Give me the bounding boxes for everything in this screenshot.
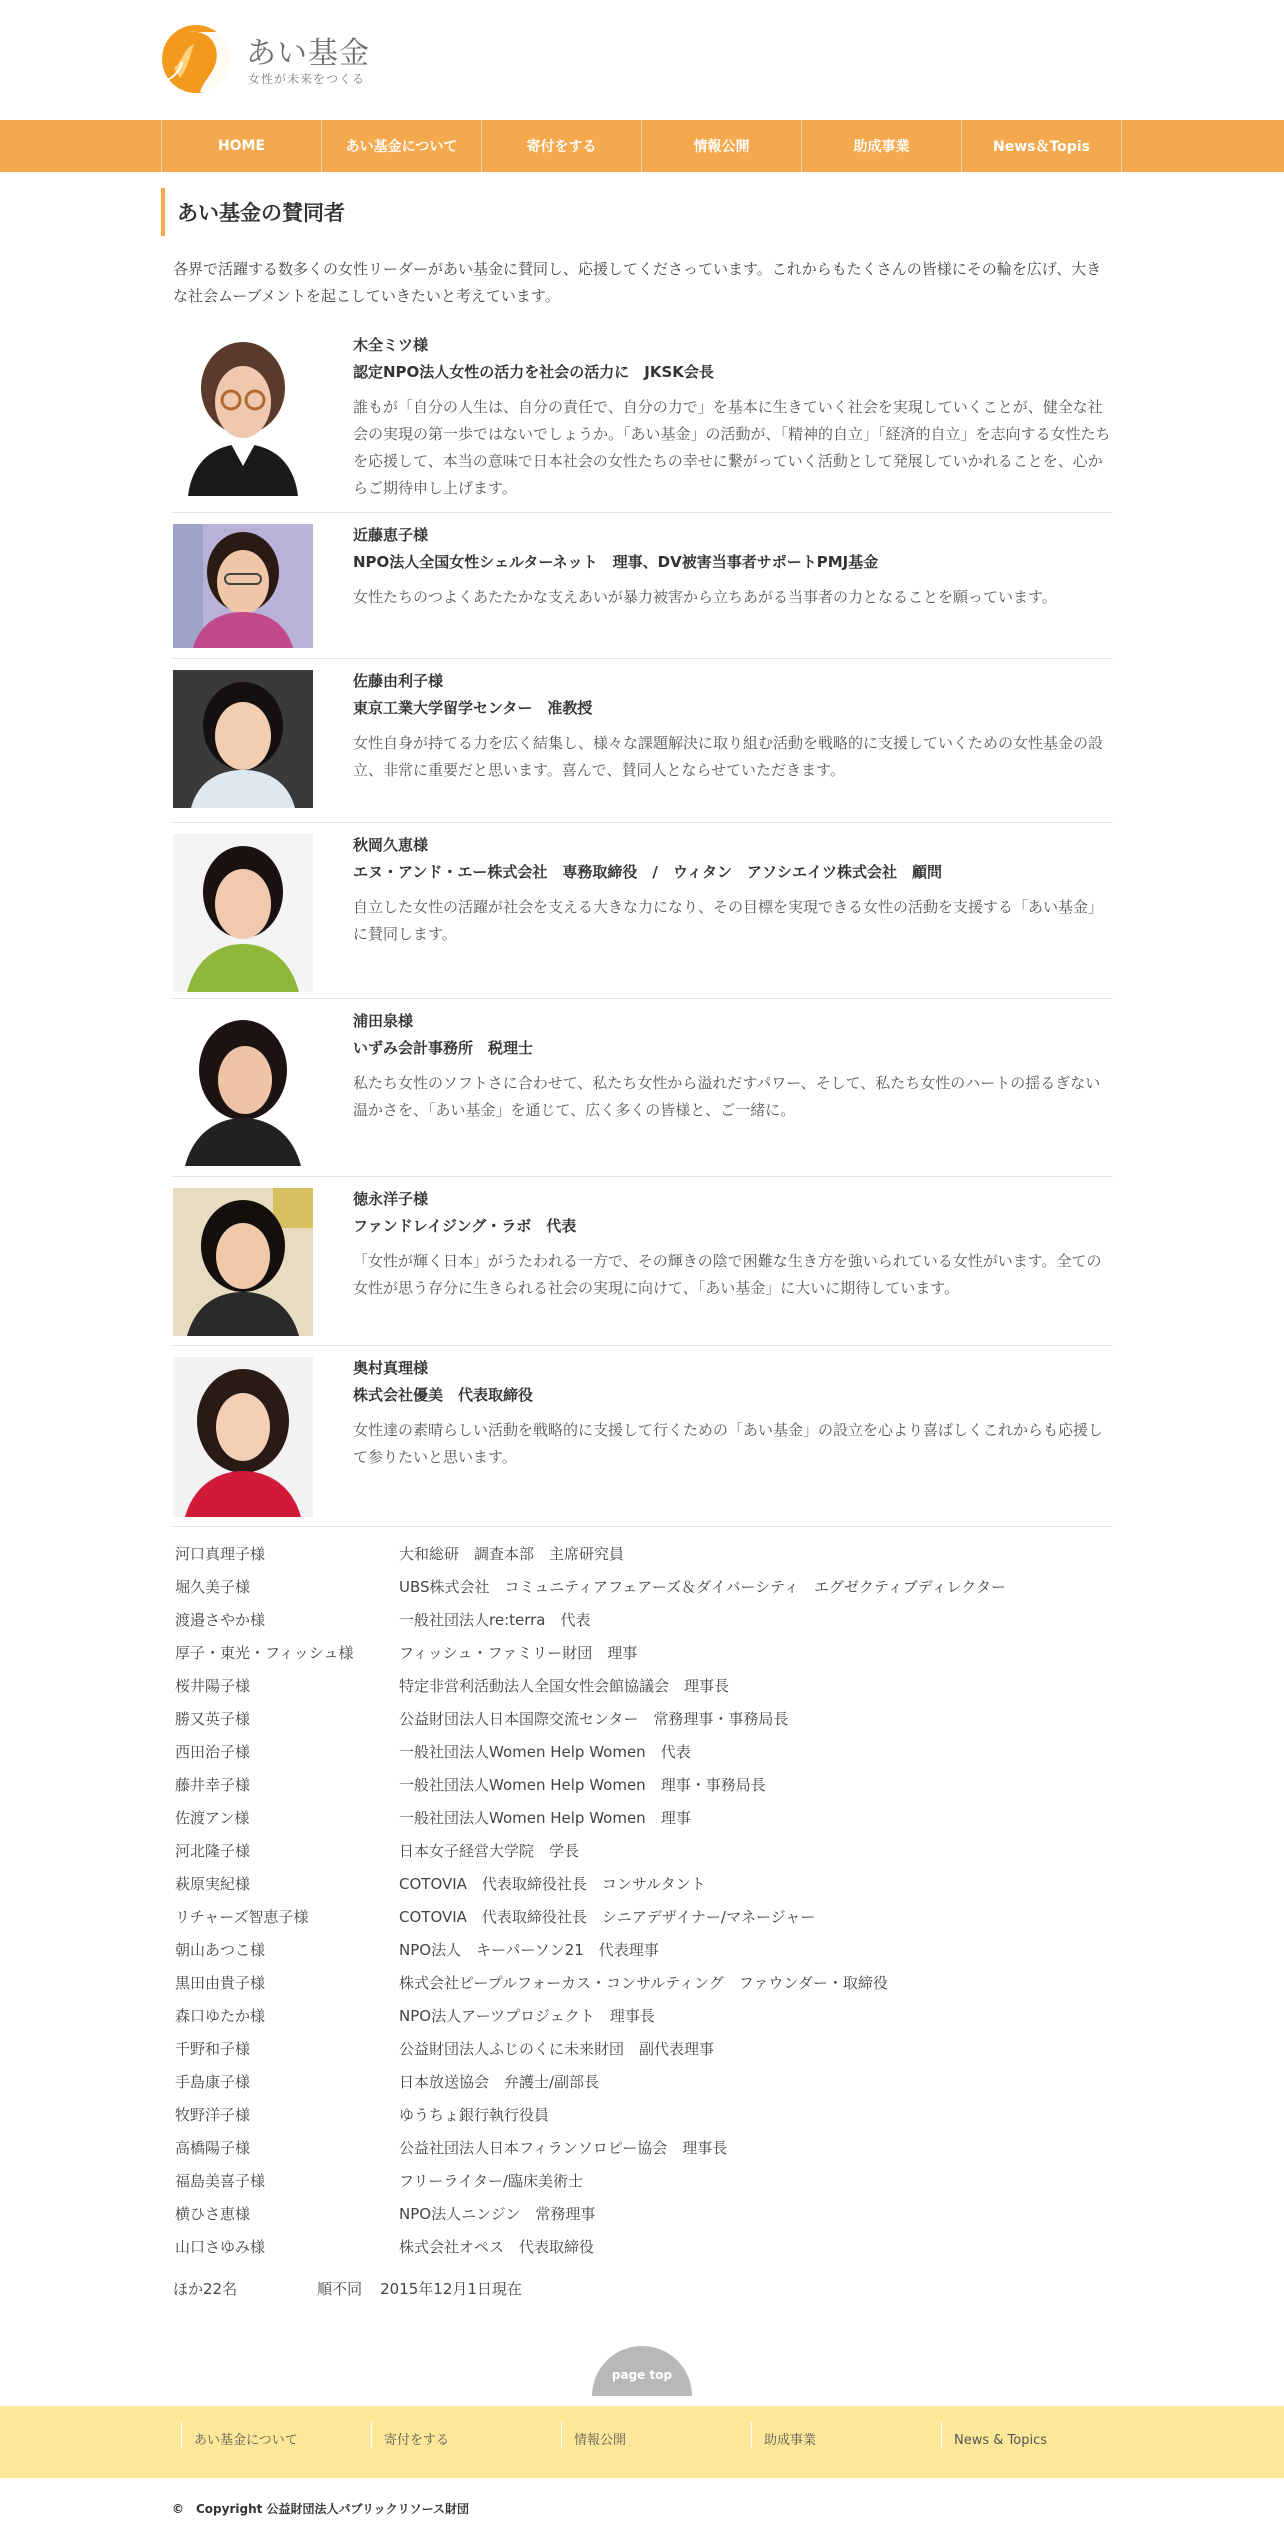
list-name: リチャーズ智恵子様 [175, 1908, 309, 1926]
supporter-name: 木全ミツ様 [353, 336, 429, 354]
list-name: 手島康子様 [175, 2073, 251, 2091]
supporter-text [353, 668, 1113, 784]
supporter-title: いずみ会計事務所 税理士 [353, 1039, 534, 1057]
list-item [175, 2131, 1115, 2164]
global-nav [0, 120, 1284, 172]
supporter-title: エヌ・アンド・エー株式会社 専務取締役 / ウィタン アソシエイツ株式会社 顧問 [353, 863, 942, 881]
list-name: 桜井陽子様 [175, 1677, 251, 1695]
supporter-message: 誰もが「自分の人生は、自分の責任で、自分の力で」を基本に生きていく社会を実現していくことが、健全な社会の実現の第一歩ではないでしょうか。「あい基金」の活動が、「精神的自立」「経済的自立」を志向する女性たちを応援して、本当の意味で日本社会の女性たちの幸せに繋がっていく活動として発展していかれることを、心からご期待申し上げます。 [353, 398, 1111, 497]
footer-nav [0, 2406, 1284, 2478]
supporter-title: NPO法人全国女性シェルターネット 理事、DV被害当事者サポートPMJ基金 [353, 553, 879, 571]
supporter-photo [173, 670, 313, 808]
supporter-text [353, 522, 1113, 611]
supporter-text [353, 332, 1113, 502]
list-name: 河北隆子様 [175, 1842, 251, 1860]
supporter-message: 女性自身が持てる力を広く結集し、様々な課題解決に取り組む活動を戦略的に支援していくための女性基金の設立、非常に重要だと思います。喜んで、賛同人とならせていただきます。 [353, 734, 1104, 779]
supporter-message: 私たち女性のソフトさに合わせて、私たち女性から溢れだすパワー、そして、私たち女性のハートの揺るぎない温かさを、「あい基金」を通じて、広く多くの皆様と、ご一緒に。 [353, 1074, 1101, 1119]
supporter-text [353, 832, 1113, 948]
list-org: 一般社団法人Women Help Women 理事 [399, 1809, 691, 1827]
list-name: 藤井幸子様 [175, 1776, 251, 1794]
note-date: 2015年12月1日現在 [380, 2280, 522, 2298]
portrait-image [173, 524, 313, 648]
list-org: ゆうちょ銀行執行役員 [399, 2106, 550, 2124]
list-item [175, 1900, 1115, 1933]
list-name: 渡邉さやか様 [175, 1611, 266, 1629]
supporter-photo [173, 524, 313, 648]
footer-link-about[interactable]: あい基金について [181, 2422, 371, 2448]
list-item [175, 2032, 1115, 2065]
nav-item-about[interactable]: あい基金について [322, 120, 482, 172]
portrait-image [173, 1188, 313, 1336]
portrait-image [173, 1010, 313, 1166]
list-org: フリーライター/臨床美術士 [399, 2172, 584, 2190]
supporter-title: 株式会社優美 代表取締役 [353, 1386, 534, 1404]
list-org: 一般社団法人Women Help Women 理事・事務局長 [399, 1776, 766, 1794]
list-org: COTOVIA 代表取締役社長 コンサルタント [399, 1875, 706, 1893]
list-org: 株式会社ピープルフォーカス・コンサルティング ファウンダー・取締役 [399, 1974, 888, 1992]
nav-item-disclosure[interactable]: 情報公開 [642, 120, 802, 172]
list-name: 朝山あつこ様 [175, 1941, 266, 1959]
list-org: 日本放送協会 弁護士/副部長 [399, 2073, 600, 2091]
list-name: 佐渡アン様 [175, 1809, 250, 1827]
list-item [175, 1834, 1115, 1867]
supporter-name: 近藤恵子様 [353, 526, 429, 544]
footer-link-grants[interactable]: 助成事業 [751, 2422, 941, 2448]
supporter-card [173, 514, 1113, 659]
supporter-card [173, 824, 1113, 999]
list-name: 牧野洋子様 [175, 2106, 251, 2124]
supporter-photo [173, 1357, 313, 1517]
list-org: 公益財団法人日本国際交流センター 常務理事・事務局長 [399, 1710, 789, 1728]
list-item [175, 2230, 1115, 2263]
supporter-text [353, 1355, 1113, 1471]
list-name: 勝又英子様 [175, 1710, 251, 1728]
list-item [175, 1768, 1115, 1801]
supporter-card [173, 1178, 1113, 1346]
list-item [175, 2065, 1115, 2098]
list-org: 一般社団法人Women Help Women 代表 [399, 1743, 691, 1761]
copyright: © Copyright 公益財団法人パブリックリソース財団 [172, 2502, 469, 2516]
supporter-name: 奥村真理様 [353, 1359, 429, 1377]
list-name: 千野和子様 [175, 2040, 251, 2058]
list-org: COTOVIA 代表取締役社長 シニアデザイナー/マネージャー [399, 1908, 816, 1926]
list-name: 厚子・東光・フィッシュ様 [175, 1644, 354, 1662]
supporter-title: 東京工業大学留学センター 准教授 [353, 699, 593, 717]
list-org: 特定非営利活動法人全国女性会館協議会 理事長 [399, 1677, 730, 1695]
supporter-photo [173, 834, 313, 992]
supporter-list [175, 1537, 1115, 2263]
nav-item-home[interactable]: HOME [162, 120, 322, 172]
intro-text: 各界で活躍する数多くの女性リーダーがあい基金に賛同し、応援してくださっています。これからもたくさんの皆様にその輪を広げ、大きな社会ムーブメントを起こしていきたいと考えています。 [173, 260, 1102, 305]
nav-item-news[interactable]: News＆Topis [962, 120, 1122, 172]
list-org: 公益財団法人ふじのくに未来財団 副代表理事 [399, 2040, 715, 2058]
footer-link-disclosure[interactable]: 情報公開 [561, 2422, 751, 2448]
list-org: NPO法人ニンジン 常務理事 [399, 2205, 596, 2223]
list-item [175, 1966, 1115, 1999]
list-org: 株式会社オペス 代表取締役 [399, 2238, 595, 2256]
supporter-name: 浦田泉様 [353, 1012, 414, 1030]
list-item [175, 2098, 1115, 2131]
site-header [0, 0, 1284, 120]
portrait-image [173, 670, 313, 808]
logo-title: あい基金 [246, 36, 370, 71]
portrait-image [173, 834, 313, 992]
list-item [175, 1801, 1115, 1834]
list-name: 堀久美子様 [175, 1578, 251, 1596]
list-item [175, 1669, 1115, 1702]
list-name: 福島美喜子様 [175, 2172, 266, 2190]
list-name: 山口さゆみ様 [175, 2238, 266, 2256]
list-org: UBS株式会社 コミュニティアフェアーズ＆ダイバーシティ エグゼクティブディレクター [399, 1578, 1006, 1596]
list-name: 横ひさ恵様 [175, 2205, 251, 2223]
list-item [175, 1867, 1115, 1900]
list-item [175, 1636, 1115, 1669]
supporter-message: 女性たちのつよくあたたかな支えあいが暴力被害から立ちあがる当事者の力となることを願っています。 [353, 588, 1057, 606]
list-item [175, 1702, 1115, 1735]
supporter-message: 自立した女性の活躍が社会を支える大きな力になり、その目標を実現できる女性の活動を支援する「あい基金」に賛同します。 [353, 898, 1104, 943]
supporter-title: ファンドレイジング・ラボ 代表 [353, 1217, 577, 1235]
list-name: 黒田由貴子様 [175, 1974, 266, 1992]
list-org: 大和総研 調査本部 主席研究員 [399, 1545, 625, 1563]
page-top-button[interactable]: page top [592, 2346, 692, 2396]
supporter-card [173, 1000, 1113, 1177]
portrait-image [173, 336, 313, 496]
list-org: フィッシュ・ファミリー財団 理事 [399, 1644, 638, 1662]
note-order: 順不同 [317, 2280, 363, 2298]
list-name: 西田治子様 [175, 1743, 251, 1761]
list-org: NPO法人アーツプロジェクト 理事長 [399, 2007, 655, 2025]
list-item [175, 1735, 1115, 1768]
supporter-card [173, 1347, 1113, 1527]
list-item [175, 1999, 1115, 2032]
supporter-name: 佐藤由利子様 [353, 672, 444, 690]
list-org: NPO法人 キーパーソン21 代表理事 [399, 1941, 659, 1959]
logo-subtitle: 女性が未来をつくる [248, 72, 366, 86]
page-title: あい基金の賛同者 [161, 188, 345, 236]
supporter-text [353, 1008, 1113, 1124]
supporter-photo [173, 336, 313, 496]
site-logo[interactable] [160, 22, 400, 98]
nav-item-donate[interactable]: 寄付をする [482, 120, 642, 172]
supporter-text [353, 1186, 1113, 1302]
supporter-photo [173, 1010, 313, 1166]
list-name: 森口ゆたか様 [175, 2007, 266, 2025]
supporter-name: 徳永洋子様 [353, 1190, 429, 1208]
supporter-card [173, 332, 1113, 513]
footer-link-donate[interactable]: 寄付をする [371, 2422, 561, 2448]
list-item [175, 1603, 1115, 1636]
nav-item-grants[interactable]: 助成事業 [802, 120, 962, 172]
supporter-card [173, 660, 1113, 823]
list-org: 一般社団法人re:terra 代表 [399, 1611, 591, 1629]
supporter-message: 女性達の素晴らしい活動を戦略的に支援して行くための「あい基金」の設立を心より喜ばしくこれからも応援して参りたいと思います。 [353, 1421, 1104, 1466]
list-item [175, 1537, 1115, 1570]
list-item [175, 2197, 1115, 2230]
list-note [173, 2278, 602, 2299]
note-others: ほか22名 [173, 2280, 238, 2298]
supporter-title: 認定NPO法人女性の活力を社会の活力に JKSK会長 [353, 363, 714, 381]
list-name: 河口真理子様 [175, 1545, 266, 1563]
list-name: 萩原実紀様 [175, 1875, 251, 1893]
supporter-photo [173, 1188, 313, 1336]
list-name: 高橋陽子様 [175, 2139, 251, 2157]
portrait-image [173, 1357, 313, 1517]
list-item [175, 2164, 1115, 2197]
list-item [175, 1570, 1115, 1603]
list-org: 日本女子経営大学院 学長 [399, 1842, 580, 1860]
footer-link-news[interactable]: News & Topics [941, 2422, 1131, 2448]
list-org: 公益社団法人日本フィランソロピー協会 理事長 [399, 2139, 728, 2157]
logo-mark-icon [160, 22, 238, 94]
supporter-name: 秋岡久恵様 [353, 836, 429, 854]
supporter-message: 「女性が輝く日本」がうたわれる一方で、その輝きの陰で困難な生き方を強いられている女性がいます。全ての女性が思う存分に生きられる社会の実現に向けて、「あい基金」に大いに期待しています。 [353, 1252, 1102, 1297]
list-item [175, 1933, 1115, 1966]
